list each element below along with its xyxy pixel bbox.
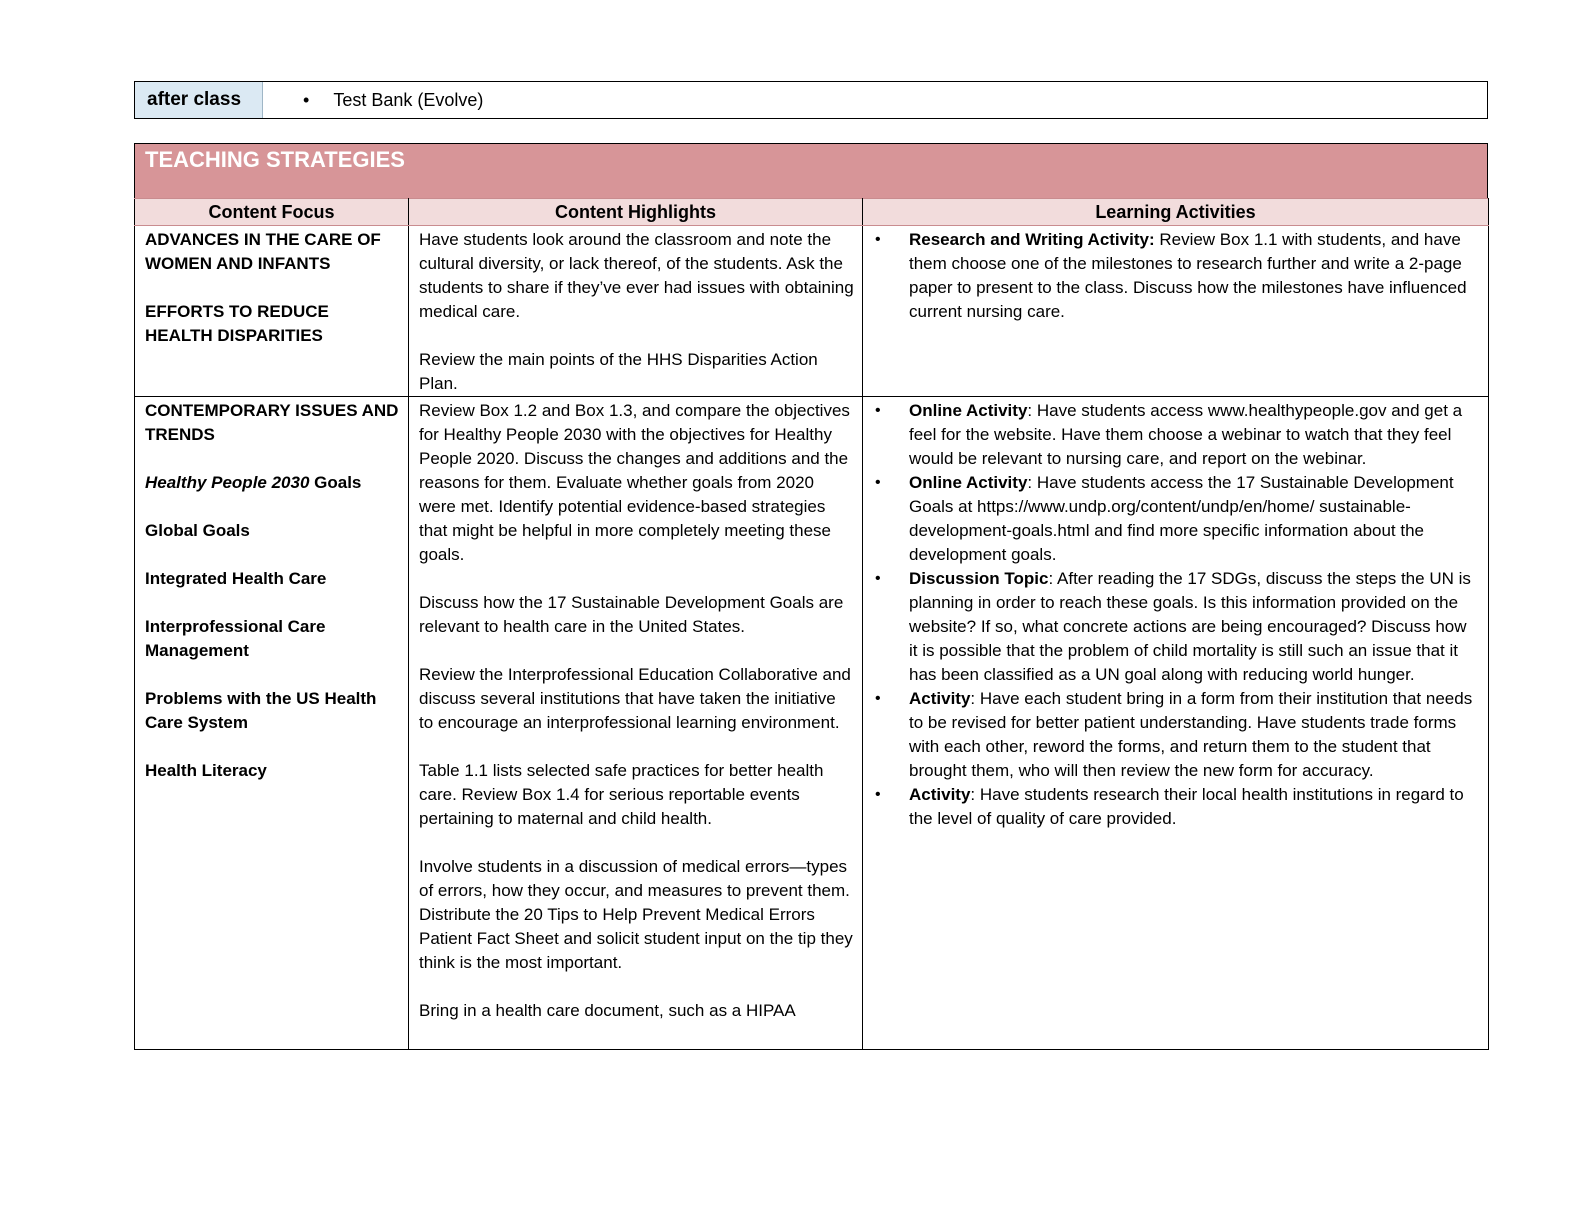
activity-text: : After reading the 17 SDGs, discuss the steps the UN is planning in order to reach these goals. Is this information provided on the website? If so, what concrete actions are being encouraged? Discuss how it is possible that the problem of child mortality is still such an issue that it has been classified as a UN goal along with reducing world hunger. (909, 569, 1471, 684)
focus-topic: Health Literacy (145, 761, 267, 780)
teaching-strategies-header (134, 143, 1488, 199)
highlight-paragraph: Have students look around the classroom and note the cultural diversity, or lack thereof, of the students. Ask the students to share if they’ve ever had issues with obtaining medical care. (419, 230, 854, 321)
activity-text: : Have students access the 17 Sustainable Development Goals at https://www.undp.org/content/undp/en/home/ sustainable-development-goals.html and find more specific information about the development goals. (909, 473, 1454, 564)
highlight-paragraph: Review the Interprofessional Education Collaborative and discuss several institutions that have taken the initiative to encourage an interprofessional learning environment. (419, 665, 851, 732)
activity-item (873, 783, 1480, 831)
activity-text: : Have each student bring in a form from their institution that needs to be revised for better patient understanding. Have students trade forms with each other, reword the forms, and return them to the student that brought them, who will then review the new form for accuracy. (909, 689, 1473, 780)
learning-activities-cell (863, 397, 1489, 1050)
column-header-content-highlights: Content Highlights (409, 199, 863, 226)
bullet-icon: • (875, 474, 881, 491)
focus-topic (145, 471, 400, 495)
focus-topic: Global Goals (145, 521, 250, 540)
highlight-paragraph: Discuss how the 17 Sustainable Development Goals are relevant to health care in the United States. (419, 593, 844, 636)
focus-topic: Interprofessional Care Management (145, 617, 326, 660)
highlight-paragraph: Table 1.1 lists selected safe practices for better health care. Review Box 1.4 for serious reportable events pertaining to maternal and child health. (419, 761, 824, 828)
highlight-paragraph: Review Box 1.2 and Box 1.3, and compare the objectives for Healthy People 2030 with the objectives for Healthy People 2020. Discuss the changes and additions and the reasons for them. Evaluate whether goals from 2020 were met. Identify potential evidence-based strategies that might be helpful in more completely meeting these goals. (419, 401, 850, 564)
activity-list (873, 399, 1480, 831)
activity-text: : Have students access www.healthypeople.gov and get a feel for the website. Have them choose a webinar to watch that they feel would be relevant to nursing care, and report on the webinar. (909, 401, 1463, 468)
column-header-learning-activities: Learning Activities (863, 199, 1489, 226)
after-class-label: after class (135, 82, 263, 118)
focus-topic: Integrated Health Care (145, 569, 327, 588)
bullet-icon: • (875, 231, 881, 248)
activity-lead: Research and Writing Activity: (909, 230, 1155, 249)
activity-item (873, 567, 1480, 687)
after-class-item-text: Test Bank (Evolve) (333, 89, 484, 110)
teaching-strategies-table (134, 198, 1489, 1050)
focus-topic: CONTEMPORARY ISSUES AND TRENDS (145, 401, 399, 444)
after-class-item (263, 82, 483, 118)
activity-list (873, 228, 1480, 324)
activity-lead: Activity (909, 689, 971, 708)
table-header-row (135, 199, 1489, 226)
activity-item (873, 471, 1480, 567)
focus-topic: EFFORTS TO REDUCE HEALTH DISPARITIES (145, 302, 329, 345)
column-header-content-focus: Content Focus (135, 199, 409, 226)
content-focus-cell (135, 397, 409, 1050)
bullet-icon: • (875, 786, 881, 803)
activity-lead: Activity (909, 785, 971, 804)
bullet-icon: • (875, 570, 881, 587)
highlight-paragraph: Bring in a health care document, such as a HIPAA (419, 1001, 796, 1020)
content-highlights-cell (409, 397, 863, 1050)
learning-activities-cell (863, 226, 1489, 397)
activity-item (873, 399, 1480, 471)
activity-lead: Discussion Topic (909, 569, 1049, 588)
focus-topic-italic: Healthy People 2030 (145, 473, 310, 492)
activity-lead: Online Activity (909, 473, 1028, 492)
table-row (135, 397, 1489, 1050)
teaching-strategies-title: TEACHING STRATEGIES (145, 147, 405, 172)
content-focus-cell (135, 226, 409, 397)
bullet-icon: • (875, 690, 881, 707)
content-highlights-cell (409, 226, 863, 397)
activity-item (873, 687, 1480, 783)
table-row (135, 226, 1489, 397)
focus-topic: Problems with the US Health Care System (145, 689, 377, 732)
highlight-paragraph: Review the main points of the HHS Disparities Action Plan. (419, 350, 818, 393)
after-class-table (134, 81, 1488, 119)
bullet-icon: • (875, 402, 881, 419)
focus-topic-rest: Goals (309, 473, 362, 492)
activity-text: : Have students research their local health institutions in regard to the level of quality of care provided. (909, 785, 1464, 828)
focus-topic: ADVANCES IN THE CARE OF WOMEN AND INFANTS (145, 230, 381, 273)
bullet-icon: • (303, 89, 310, 110)
activity-text: Review Box 1.1 with students, and have them choose one of the milestones to research further and write a 2-page paper to present to the class. Discuss how the milestones have influenced current nursing care. (909, 230, 1467, 321)
activity-item (873, 228, 1480, 324)
activity-lead: Online Activity (909, 401, 1028, 420)
highlight-paragraph: Involve students in a discussion of medical errors—types of errors, how they occur, and measures to prevent them. Distribute the 20 Tips to Help Prevent Medical Errors Patient Fact Sheet and solicit student input on the tip they think is the most important. (419, 857, 853, 972)
